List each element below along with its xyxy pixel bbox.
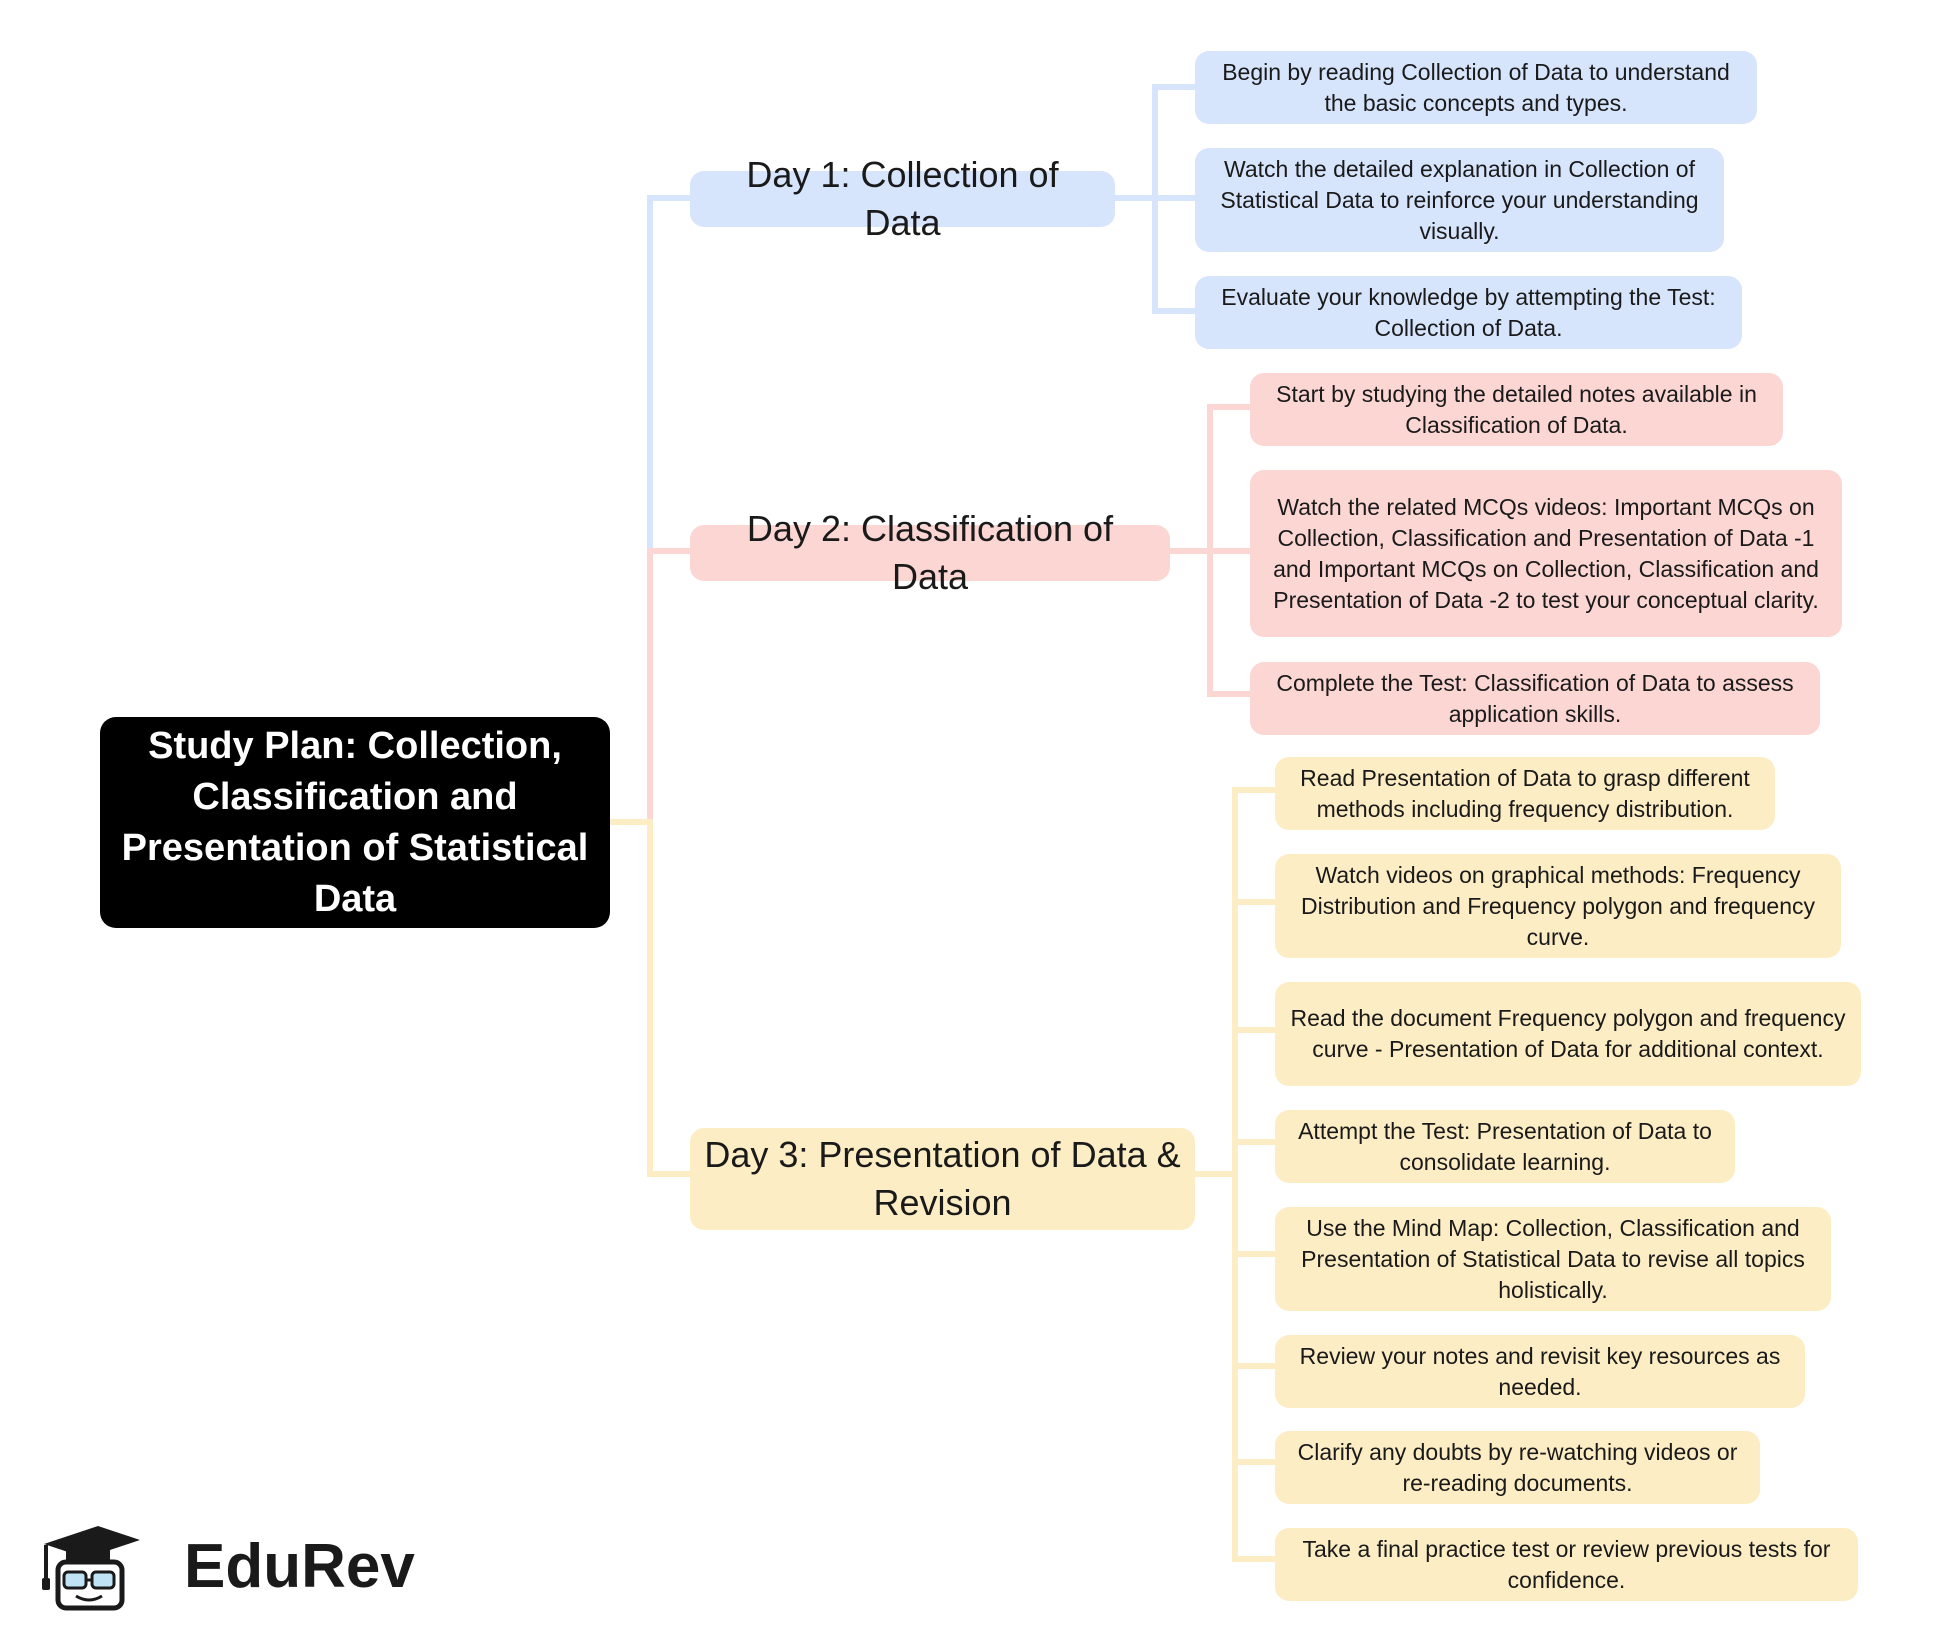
logo-text: EduRev bbox=[184, 1532, 415, 1601]
connector-root-day3 bbox=[610, 822, 690, 1174]
task-text: Watch videos on graphical methods: Frequency Distribution and Frequency polygon and frequency curve. bbox=[1301, 861, 1815, 950]
task-text: Complete the Test: Classification of Data to assess application skills. bbox=[1276, 669, 1794, 727]
day-1-task-3 bbox=[1195, 276, 1742, 349]
connectors-day1 bbox=[1115, 87, 1195, 311]
task-text: Watch the detailed explanation in Collection of Statistical Data to reinforce your understanding visually. bbox=[1220, 155, 1699, 244]
graduation-cap-mascot-icon bbox=[36, 1520, 146, 1612]
task-text: Read the document Frequency polygon and frequency curve - Presentation of Data for additional context. bbox=[1290, 1005, 1846, 1062]
day-3-task-1 bbox=[1275, 757, 1775, 830]
day-3-task-7 bbox=[1275, 1431, 1760, 1504]
day-3-task-5 bbox=[1275, 1207, 1831, 1311]
connectors-day2 bbox=[1170, 407, 1250, 694]
task-text: Attempt the Test: Presentation of Data to consolidate learning. bbox=[1298, 1117, 1712, 1175]
day-3-task-4 bbox=[1275, 1110, 1735, 1183]
root-label: Study Plan: Collection, Classification and Presentation of Statistical Data bbox=[121, 724, 589, 920]
root-node bbox=[100, 717, 610, 928]
task-text: Read Presentation of Data to grasp different methods including frequency distribution. bbox=[1300, 764, 1750, 822]
day-2-task-1 bbox=[1250, 373, 1783, 446]
day-3-task-3 bbox=[1275, 982, 1861, 1086]
task-text: Start by studying the detailed notes available in Classification of Data. bbox=[1276, 380, 1757, 438]
connector-root-day1 bbox=[610, 198, 690, 822]
day-2-label: Day 2: Classification of Data bbox=[746, 508, 1114, 597]
connector-root-day2 bbox=[610, 551, 690, 822]
day-3-node bbox=[690, 1128, 1195, 1230]
edurev-logo bbox=[36, 1520, 415, 1612]
task-text: Review your notes and revisit key resources as needed. bbox=[1299, 1342, 1781, 1400]
task-text: Begin by reading Collection of Data to understand the basic concepts and types. bbox=[1222, 58, 1730, 116]
task-text: Watch the related MCQs videos: Important MCQs on Collection, Classification and Presentation of Data -1 and Important MCQs on Collection, Classification and Presentation of Data -2 to test your conceptual clarity. bbox=[1273, 493, 1819, 613]
day-1-task-2 bbox=[1195, 148, 1724, 252]
day-3-task-6 bbox=[1275, 1335, 1805, 1408]
connectors-day3 bbox=[1195, 790, 1275, 1559]
day-1-label: Day 1: Collection of Data bbox=[746, 154, 1059, 243]
task-text: Use the Mind Map: Collection, Classification and Presentation of Statistical Data to revise all topics holistically. bbox=[1301, 1214, 1805, 1303]
day-2-node bbox=[690, 508, 1170, 597]
day-2-task-2 bbox=[1250, 470, 1842, 637]
task-text: Clarify any doubts by re-watching videos or re-reading documents. bbox=[1297, 1438, 1738, 1496]
day-2-task-3 bbox=[1250, 662, 1820, 735]
day-1-node bbox=[690, 154, 1115, 243]
day-3-task-2 bbox=[1275, 854, 1841, 958]
task-text: Take a final practice test or review previous tests for confidence. bbox=[1302, 1535, 1831, 1593]
day-3-label: Day 3: Presentation of Data & Revision bbox=[704, 1134, 1181, 1223]
day-1-task-1 bbox=[1195, 51, 1757, 124]
day-3-task-8 bbox=[1275, 1528, 1858, 1601]
task-text: Evaluate your knowledge by attempting the Test: Collection of Data. bbox=[1221, 283, 1716, 341]
